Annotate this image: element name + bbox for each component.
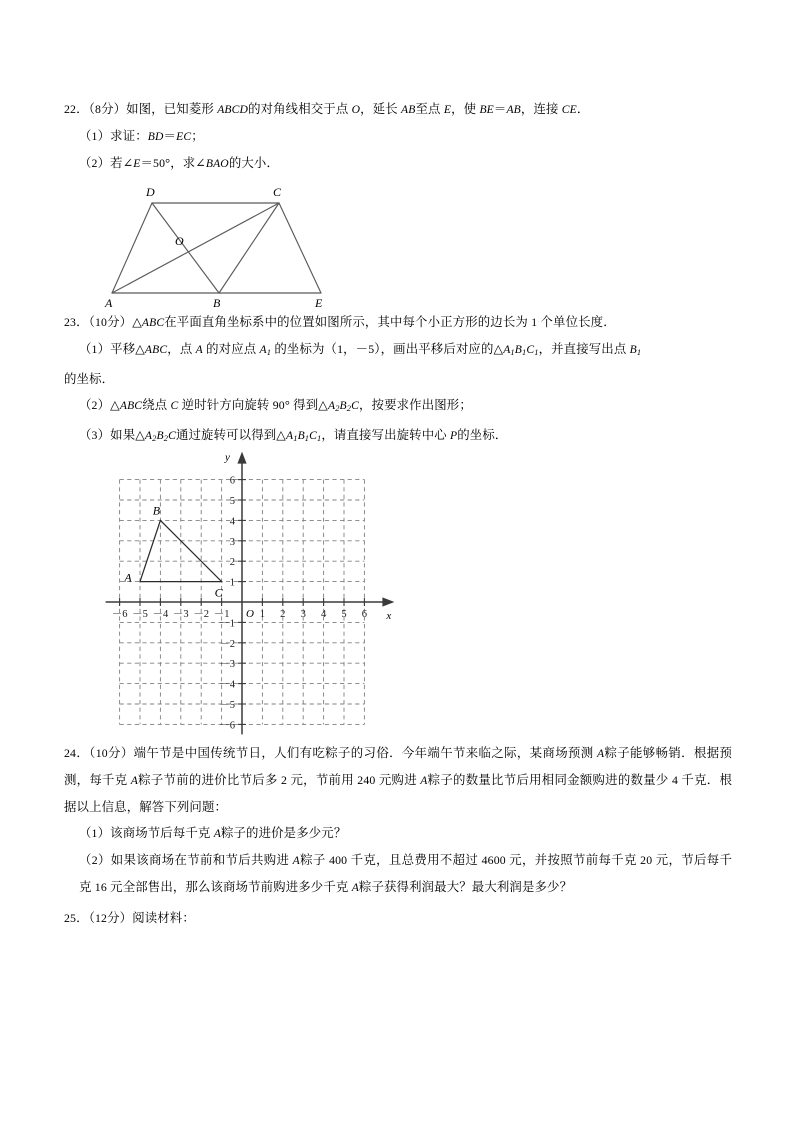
triangle-label-A: A: [124, 570, 132, 585]
y-tick-label: －1: [219, 617, 235, 629]
question-23-stem: 23．（10分）△ABC在平面直角坐标系中的位置如图所示，其中每个小正方形的边长为 1 个单位长度．: [64, 315, 616, 329]
y-tick-label: －3: [219, 658, 235, 670]
x-tick-label: －5: [132, 608, 148, 620]
question-22-stem: 22．（8分）如图，已知菱形 ABCD的对角线相交于点 O，延长 AB至点 E，使 BE＝AB，连接 CE．: [64, 102, 590, 116]
y-tick-label: －5: [219, 699, 235, 711]
x-tick-label: －4: [152, 608, 169, 620]
y-tick-label: 6: [229, 475, 235, 487]
y-tick-label: 3: [229, 536, 235, 548]
x-axis-name: x: [386, 609, 392, 622]
question-24-part-2: （2）如果该商场在节前和节后共购进 A粽子 400 千克，且总费用不超过 4600 元，并按照节前每千克 20 元，节后每千克 16 元全部售出，那么该商场节前购进多少千克 A粽子获得利润最大？最大利润是多少？: [79, 852, 733, 894]
triangle-label-B: B: [152, 502, 161, 517]
figure-rhombus-abcd: [82, 181, 372, 309]
question-24-stem: 24．（10分）端午节是中国传统节日，人们有吃粽子的习俗．今年端午节来临之际，某商场预测 A粽子能够畅销．根据预测，每千克 A粽子节前的进价比节后多 2 元，节前用 240 元购进 A粽子的数量比节后用相同金额购进的数量少 4 千克．根据以上信息，解答下列问题：: [64, 745, 733, 814]
figure-coordinate-grid: [90, 451, 392, 736]
y-tick-label: 5: [229, 495, 235, 507]
x-tick-label: 5: [341, 608, 347, 620]
rhombus-label-B: B: [213, 296, 221, 310]
question-24-part-1: （1）该商场节后每千克 A粽子的进价是多少元？: [79, 825, 347, 840]
y-tick-label: －4: [219, 679, 235, 691]
y-tick-label: 1: [229, 577, 235, 589]
x-tick-label: 1: [259, 608, 266, 620]
question-23-part-1-cont: 的坐标．: [64, 371, 115, 386]
page-content: [64, 96, 732, 931]
y-tick-label: 4: [229, 515, 235, 527]
y-tick-label: －6: [219, 719, 235, 731]
y-axis-name: y: [225, 451, 230, 464]
question-25-stem: 25．（12分）阅读材料：: [64, 910, 195, 925]
rhombus-label-O: O: [175, 234, 184, 248]
question-23-part-3: （3）如果△A2B2C通过旋转可以得到△A1B1C1，请直接写出旋转中心 P的坐标．: [79, 427, 508, 443]
x-tick-label: －3: [172, 608, 189, 620]
rhombus-label-E: E: [315, 296, 323, 310]
triangle-label-C: C: [214, 585, 223, 600]
origin-label: O: [246, 607, 254, 620]
question-23-part-1: （1）平移△ABC，点 A 的对应点 A1 的坐标为（1，－5），画出平移后对应的△A1B1C1，并直接写出点 B1: [79, 342, 642, 357]
x-tick-label: －2: [193, 608, 210, 620]
x-tick-label: －6: [111, 608, 128, 620]
y-tick-label: －2: [219, 638, 235, 650]
question-22-part-1: （1）求证：BD＝EC；: [79, 129, 204, 143]
question-22-part-2: （2）若∠E＝50°，求∠BAO的大小．: [79, 156, 280, 170]
rhombus-label-A: A: [105, 296, 113, 310]
rhombus-label-D: D: [146, 185, 155, 199]
rhombus-label-C: C: [273, 185, 282, 199]
x-tick-label: 4: [320, 608, 327, 620]
y-tick-label: 2: [229, 556, 235, 568]
x-tick-label: 2: [280, 608, 286, 620]
question-23-part-2: （2）△ABC绕点 C 逆时针方向旋转 90° 得到△A2B2C，按要求作出图形；: [79, 397, 472, 413]
x-tick-label: 3: [300, 608, 306, 620]
x-tick-label: 6: [361, 608, 368, 620]
x-tick-label: －1: [213, 608, 230, 620]
